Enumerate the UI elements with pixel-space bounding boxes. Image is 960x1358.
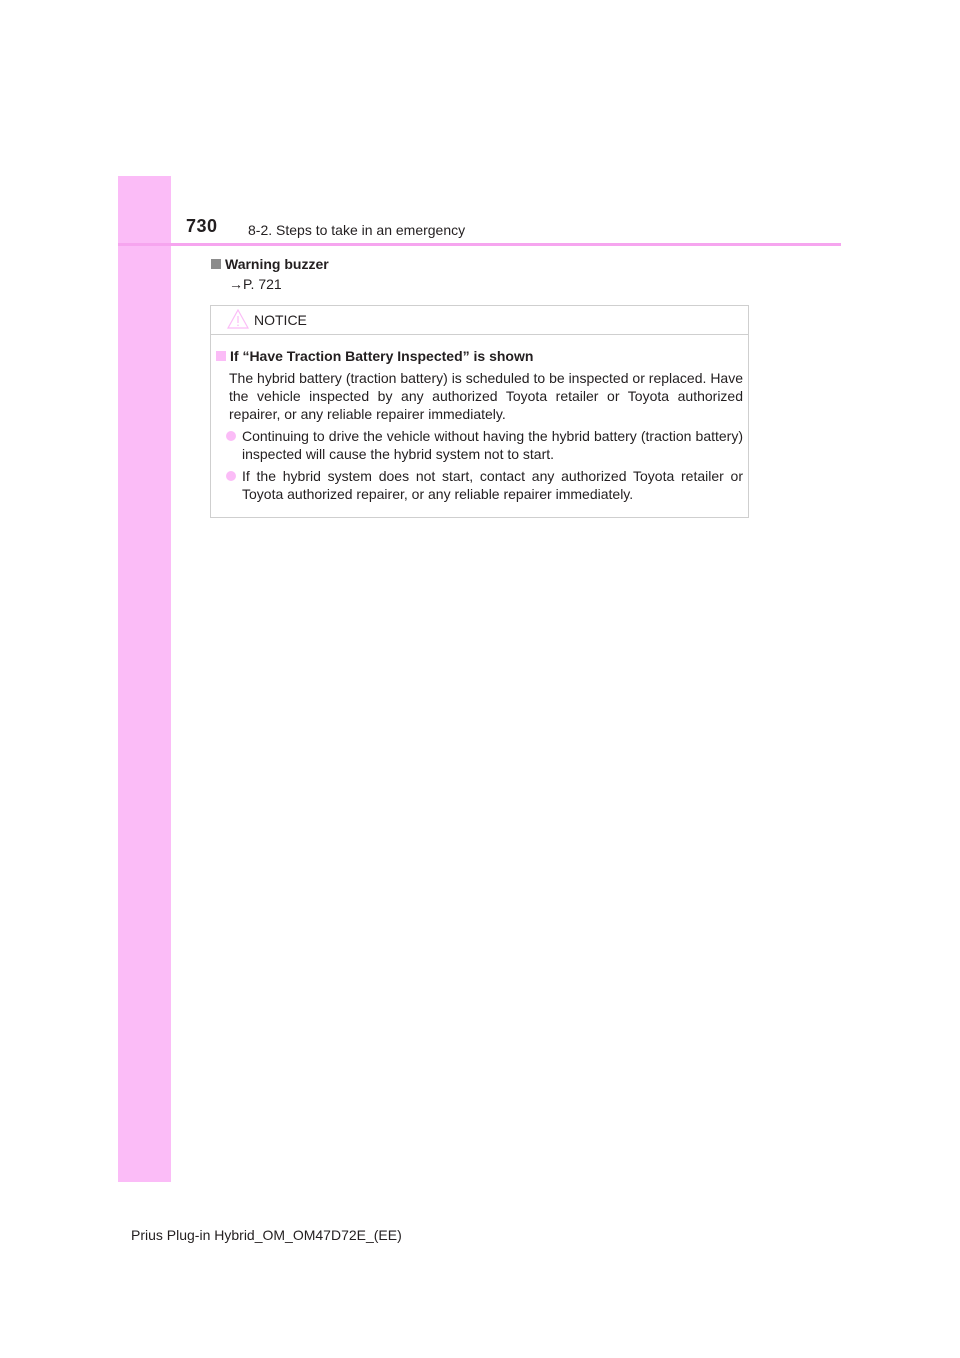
page-reference: →P. 721 [229, 276, 282, 292]
side-tab-strip [118, 176, 171, 1182]
bullet-dot-icon [226, 431, 236, 441]
warning-triangle-icon [227, 309, 249, 329]
bullet-dot-icon [226, 471, 236, 481]
list-item [226, 427, 743, 463]
footer-doc-id: Prius Plug-in Hybrid_OM_OM47D72E_(EE) [131, 1227, 402, 1243]
notice-paragraph: The hybrid battery (traction battery) is scheduled to be inspected or replaced. Have the vehicle inspected by any authorized Toyota retailer or Toyota authorized repairer, or any reliable repairer immediately. [229, 370, 743, 422]
list-item-text: If the hybrid system does not start, contact any authorized Toyota retailer or Toyota authorized repairer, or any reliable repairer immediately. [242, 468, 743, 502]
square-bullet-icon [216, 351, 226, 361]
notice-heading-text: If “Have Traction Battery Inspected” is shown [230, 348, 534, 364]
notice-label: NOTICE [254, 312, 307, 328]
list-item [226, 467, 743, 503]
topic-heading [211, 256, 329, 272]
square-bullet-icon [211, 259, 221, 269]
list-item-text: Continuing to drive the vehicle without having the hybrid battery (traction battery) inspected will cause the hybrid system not to start. [242, 428, 743, 462]
notice-header [211, 306, 748, 335]
notice-box [210, 305, 749, 518]
notice-heading [216, 348, 533, 364]
topic-title: Warning buzzer [225, 256, 329, 272]
section-title: 8-2. Steps to take in an emergency [248, 222, 466, 238]
page-number: 730 [186, 216, 218, 236]
header-divider [118, 243, 841, 246]
